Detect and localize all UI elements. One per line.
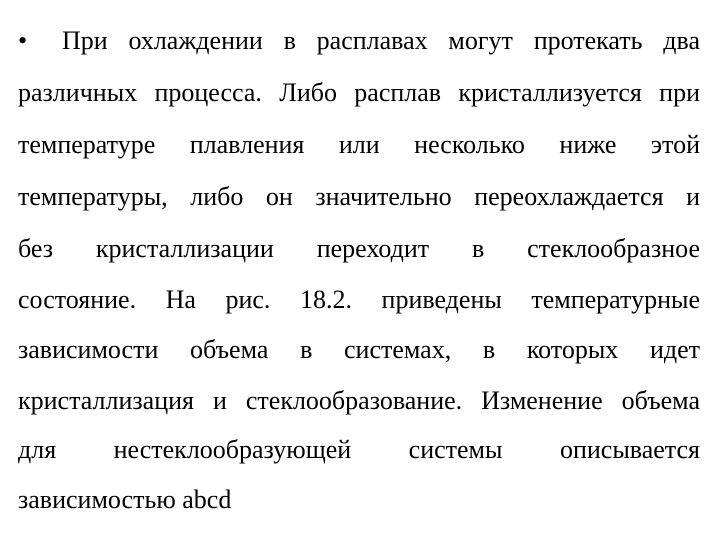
text-line-10: зависимостью abcd: [18, 485, 232, 514]
text-line-9: для нестеклообразующей системы описывается: [18, 435, 700, 464]
text-line-1: При охлаждении в расплавах могут протекать два: [62, 26, 700, 55]
text-line-5: без кристаллизации переходит в стеклообразное: [18, 234, 700, 263]
text-line-4: температуры, либо он значительно переохлаждается и: [18, 182, 700, 211]
text-line-8: кристаллизация и стеклообразование. Изменение объема: [18, 386, 700, 415]
text-line-2: различных процесса. Либо расплав кристаллизуется при: [18, 78, 700, 107]
text-line-3: температуре плавления или несколько ниже этой: [18, 130, 700, 159]
text-line-6: состояние. На рис. 18.2. приведены температурные: [18, 285, 700, 314]
text-line-7: зависимости объема в системах, в которых идет: [18, 335, 700, 364]
bullet-marker: •: [18, 26, 28, 55]
